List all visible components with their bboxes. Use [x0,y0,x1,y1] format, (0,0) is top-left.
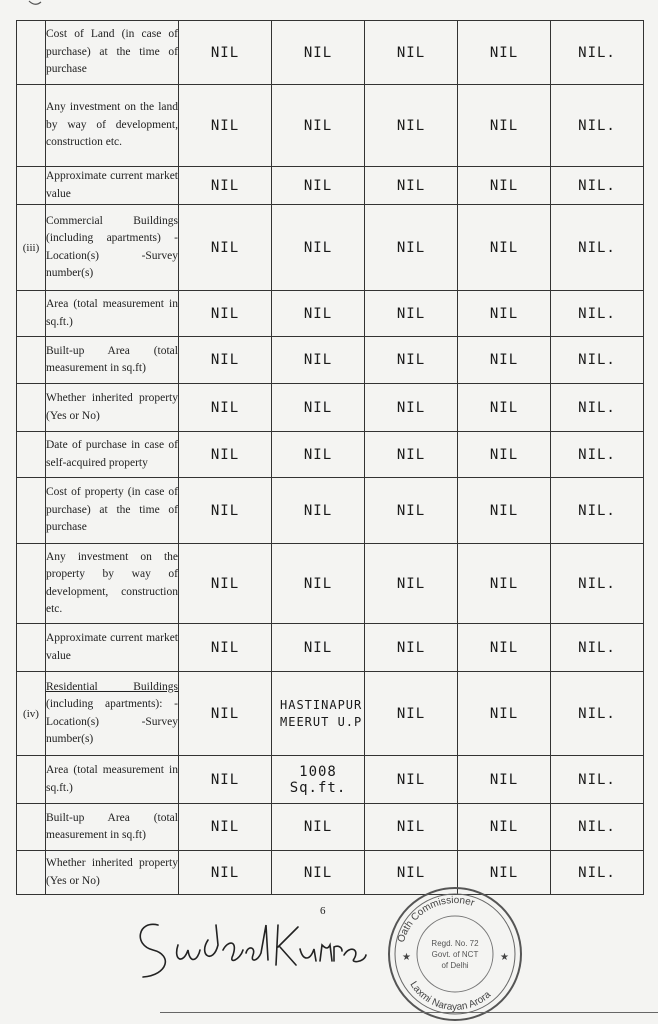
handwritten-value: NIL [458,432,551,478]
handwritten-value: 1008 Sq.ft. [272,756,365,804]
asset-row [17,167,644,205]
handwritten-value: NIL [365,804,458,851]
handwritten-value: NIL [272,167,365,205]
row-number [17,337,46,384]
stamp-line-1: Regd. No. 72 [431,939,479,948]
handwritten-value: NIL. [551,624,644,672]
handwritten-value: NIL [272,432,365,478]
row-label-text: (including apartments): -Location(s) -Survey number(s) [46,698,178,745]
row-label [46,544,179,624]
row-label [46,478,179,544]
handwritten-value: NIL [272,291,365,337]
asset-row [17,672,644,756]
row-label-text: Approximate current market value [46,170,178,200]
row-number [17,756,46,804]
handwritten-value: NIL [179,672,272,756]
row-number [17,432,46,478]
handwritten-value: NIL [179,804,272,851]
row-label-text: Date of purchase in case of self-acquired property [46,439,178,469]
row-label-text: Built-up Area (total measurement in sq.ft) [46,811,178,841]
asset-row [17,804,644,851]
row-label [46,432,179,478]
handwritten-value: NIL [458,384,551,432]
handwritten-value: NIL [458,672,551,756]
row-label [46,337,179,384]
row-label [46,851,179,895]
stamp-star-right: ★ [500,952,509,963]
row-number [17,478,46,544]
oath-commissioner-stamp [380,882,530,1022]
handwritten-value: NIL [458,478,551,544]
row-number [17,21,46,85]
row-label [46,205,179,291]
handwritten-value: NIL [272,804,365,851]
handwritten-value: NIL. [551,672,644,756]
stamp-line-3: of Delhi [441,961,469,970]
stamp-bottom-text: Laxmi Narayan Arora [407,979,494,1013]
row-number: (iv) [17,672,46,756]
page-number: 6 [320,905,326,917]
svg-text:Oath Commissioner [396,895,476,944]
handwritten-value: NIL [458,851,551,895]
handwritten-value: NIL [365,21,458,85]
row-label-text: Whether inherited property (Yes or No) [46,392,178,422]
handwritten-value: NIL [272,384,365,432]
handwritten-value: NIL [179,337,272,384]
handwritten-value: NIL. [551,337,644,384]
handwritten-value: NIL [365,205,458,291]
signature [128,905,378,985]
handwritten-value: NIL [179,756,272,804]
handwritten-value: NIL [179,432,272,478]
handwritten-value: NIL [365,85,458,167]
row-label [46,85,179,167]
handwritten-value: NIL [458,337,551,384]
handwritten-value: NIL [272,478,365,544]
asset-row [17,384,644,432]
row-label [46,756,179,804]
handwritten-value: NIL [272,21,365,85]
bottom-rule [160,1012,658,1013]
handwritten-value: NIL [365,624,458,672]
asset-row [17,624,644,672]
handwritten-value: NIL [179,851,272,895]
row-label-text: Area (total measurement in sq.ft.) [46,764,178,794]
handwritten-value: NIL [272,544,365,624]
row-number [17,167,46,205]
handwritten-value: NIL [365,337,458,384]
handwritten-value: NIL [458,291,551,337]
row-number: (iii) [17,205,46,291]
handwritten-value: NIL [458,804,551,851]
handwritten-value: NIL. [551,384,644,432]
handwritten-value: NIL [365,851,458,895]
handwritten-value: NIL [179,544,272,624]
row-label-text: Any investment on the property by way of development, construction etc. [46,550,178,615]
handwritten-value: NIL [458,205,551,291]
handwritten-value: NIL [179,624,272,672]
handwritten-value: NIL [179,21,272,85]
handwritten-value: NIL [365,756,458,804]
handwritten-value: NIL [458,21,551,85]
row-label-text: Commercial Buildings (including apartments) -Location(s) -Survey number(s) [46,214,178,279]
asset-row [17,478,644,544]
handwritten-value: NIL [458,85,551,167]
handwritten-value: NIL [365,167,458,205]
row-number [17,804,46,851]
assets-table [16,20,644,895]
handwritten-value: NIL. [551,851,644,895]
handwritten-value: NIL [179,85,272,167]
handwritten-value: NIL [272,85,365,167]
row-label [46,291,179,337]
handwritten-value: NIL. [551,167,644,205]
asset-row [17,544,644,624]
handwritten-value: NIL [179,478,272,544]
row-label-text: Built-up Area (total measurement in sq.ft) [46,344,178,374]
handwritten-value: NIL [365,478,458,544]
row-number [17,384,46,432]
handwritten-value: NIL [179,291,272,337]
asset-row [17,291,644,337]
row-label [46,672,179,756]
handwritten-value: NIL [272,624,365,672]
handwritten-value: HASTINAPUR MEERUT U.P [272,672,365,756]
row-number [17,544,46,624]
handwritten-value: NIL [179,205,272,291]
asset-row [17,851,644,895]
row-label-text: Area (total measurement in sq.ft.) [46,298,178,328]
handwritten-value: NIL. [551,291,644,337]
handwritten-value: NIL [272,205,365,291]
row-number [17,851,46,895]
row-label-text: Cost of property (in case of purchase) at the time of purchase [46,486,178,534]
handwritten-value: NIL. [551,804,644,851]
handwritten-value: NIL [458,624,551,672]
handwritten-value: NIL. [551,432,644,478]
row-number [17,85,46,167]
handwritten-value: NIL [272,851,365,895]
row-label [46,804,179,851]
asset-row [17,21,644,85]
section-title: Residential Buildings [46,680,178,693]
row-label-text: Whether inherited property (Yes or No) [46,857,178,887]
handwritten-value: NIL [365,384,458,432]
asset-row [17,85,644,167]
stamp-line-2: Govt. of NCT [431,950,479,959]
handwritten-value: NIL. [551,205,644,291]
handwritten-value: NIL [365,432,458,478]
row-number [17,624,46,672]
stamp-top-text: Oath Commissioner [395,894,476,944]
handwritten-value: NIL [458,756,551,804]
handwritten-value: NIL. [551,544,644,624]
stamp-star-left: ★ [402,952,411,963]
row-number [17,291,46,337]
handwritten-value: NIL. [551,85,644,167]
handwritten-value: NIL [365,291,458,337]
row-label-text: Approximate current market value [46,632,178,662]
handwritten-value: NIL [179,167,272,205]
scan-mark [28,0,42,8]
handwritten-value: NIL [179,384,272,432]
row-label [46,624,179,672]
handwritten-value: NIL. [551,756,644,804]
row-label-text: Cost of Land (in case of purchase) at the time of purchase [46,28,178,76]
handwritten-value: NIL [458,167,551,205]
handwritten-value: NIL [458,544,551,624]
row-label [46,167,179,205]
handwritten-value: NIL. [551,21,644,85]
row-label-text: Any investment on the land by way of development, construction etc. [46,101,178,149]
asset-row [17,432,644,478]
handwritten-value: NIL [365,544,458,624]
handwritten-value: NIL [365,672,458,756]
asset-row [17,337,644,384]
asset-row [17,756,644,804]
row-label [46,21,179,85]
handwritten-value: NIL. [551,478,644,544]
asset-row [17,205,644,291]
row-label [46,384,179,432]
handwritten-value: NIL [272,337,365,384]
